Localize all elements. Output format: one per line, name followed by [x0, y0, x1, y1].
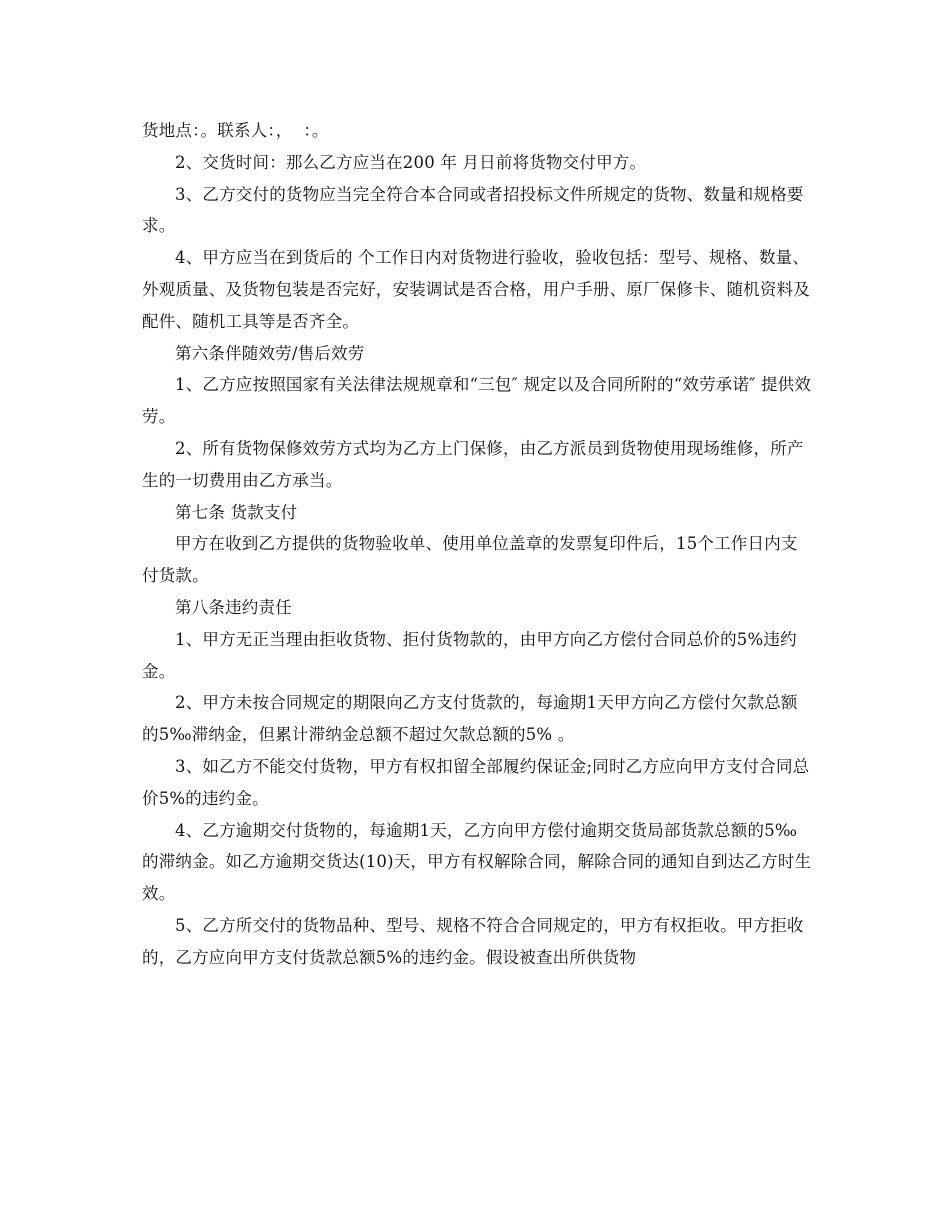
heading-article-7: 第七条 货款支付: [175, 502, 298, 522]
paragraph-service-1: 1、乙方应按照国家有关法律法规规章和“三包″ 规定以及合同所附的“效劳承诺″ 提供效劳。: [142, 375, 812, 427]
heading-article-6: 第六条伴随效劳/售后效劳: [175, 343, 365, 363]
paragraph-breach-3: 3、如乙方不能交付货物，甲方有权扣留全部履约保证金;同时乙方应向甲方支付合同总价5%的违约金。: [142, 756, 810, 808]
paragraph-service-2: 2、所有货物保修效劳方式均为乙方上门保修，由乙方派员到货物使用现场维修，所产生的一切费用由乙方承当。: [142, 438, 804, 490]
heading-article-8: 第八条违约责任: [175, 597, 292, 617]
paragraph-delivery-time: 2、交货时间：那么乙方应当在200 年 月日前将货物交付甲方。: [175, 152, 647, 172]
paragraph-breach-5: 5、乙方所交付的货物品种、型号、规格不符合合同规定的，甲方有权拒收。甲方拒收的，乙方应向甲方支付货款总额5%的违约金。假设被查出所供货物: [142, 915, 804, 967]
paragraph-goods-conformity: 3、乙方交付的货物应当完全符合本合同或者招投标文件所规定的货物、数量和规格要求。: [142, 184, 804, 236]
paragraph-breach-4: 4、乙方逾期交付货物的，每逾期1天，乙方向甲方偿付逾期交货局部货款总额的5‰的滞纳金。如乙方逾期交货达(10)天，甲方有权解除合同，解除合同的通知自到达乙方时生效。: [142, 820, 812, 904]
paragraph-delivery-location: 货地点：。联系人：， ：。: [142, 121, 329, 140]
paragraph-payment: 甲方在收到乙方提供的货物验收单、使用单位盖章的发票复印件后，15个工作日内支付货款。: [142, 534, 798, 586]
contract-body: [142, 115, 812, 974]
paragraph-inspection: 4、甲方应当在到货后的 个工作日内对货物进行验收，验收包括：型号、规格、数量、外观质量、及货物包装是否完好，安装调试是否合格，用户手册、原厂保修卡、随机资料及配件、随机工具等是否齐全。: [142, 248, 810, 331]
paragraph-breach-2: 2、甲方未按合同规定的期限向乙方支付货款的，每逾期1天甲方向乙方偿付欠款总额的5‰滞纳金，但累计滞纳金总额不超过欠款总额的5% 。: [142, 693, 798, 745]
paragraph-breach-1: 1、甲方无正当理由拒收货物、拒付货物款的，由甲方向乙方偿付合同总价的5%违约金。: [142, 629, 797, 681]
